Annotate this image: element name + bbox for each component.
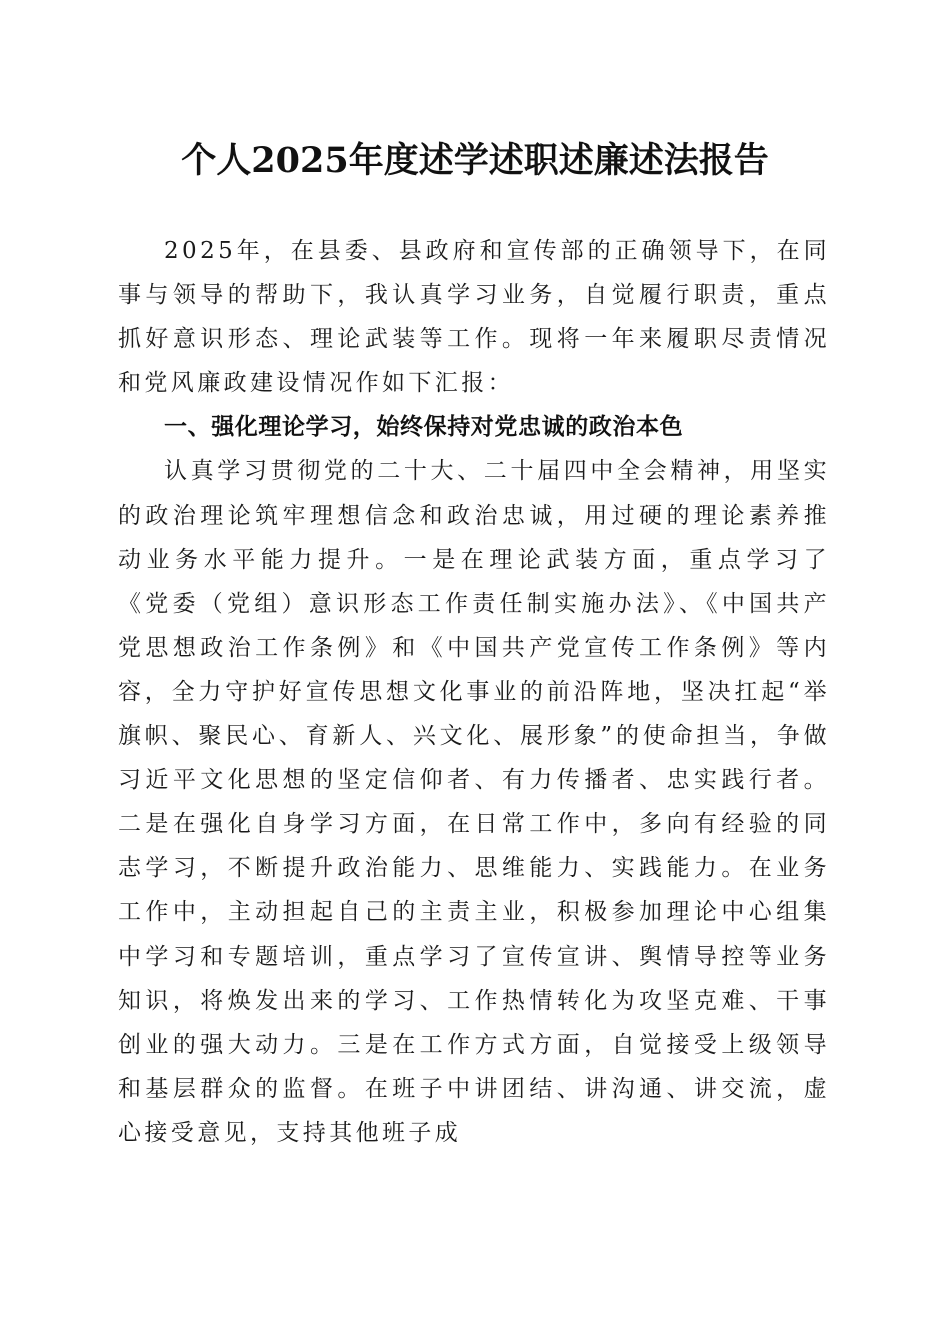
document-title: 个人2025年度述学述职述廉述法报告 <box>181 140 769 181</box>
document-body <box>118 229 830 1155</box>
section-heading: 一、强化理论学习，始终保持对党忠诚的政治本色 <box>164 414 684 441</box>
intro-paragraph: 2025年，在县委、县政府和宣传部的正确领导下，在同事与领导的帮助下，我认真学习业务，自觉履行职责，重点抓好意识形态、理论武装等工作。现将一年来履职尽责情况和党风廉政建设情况作如下汇报： <box>118 238 830 397</box>
section-paragraph: 认真学习贯彻党的二十大、二十届四中全会精神，用坚实的政治理论筑牢理想信念和政治忠诚，用过硬的理论素养推动业务水平能力提升。一是在理论武装方面，重点学习了《党委（党组）意识形态工作责任制实施办法》、《中国共产党思想政治工作条例》和《中国共产党宣传工作条例》等内容，全力守护好宣传思想文化事业的前沿阵地，坚决扛起“举旗帜、聚民心、育新人、兴文化、展形象”的使命担当，争做习近平文化思想的坚定信仰者、有力传播者、忠实践行者。二是在强化自身学习方面，在日常工作中，多向有经验的同志学习，不断提升政治能力、思维能力、实践能力。在业务工作中，主动担起自己的主责主业，积极参加理论中心组集中学习和专题培训，重点学习了宣传宣讲、舆情导控等业务知识，将焕发出来的学习、工作热情转化为攻坚克难、干事创业的强大动力。三是在工作方式方面，自觉接受上级领导和基层群众的监督。在班子中讲团结、讲沟通、讲交流，虚心接受意见，支持其他班子成 <box>118 458 830 1146</box>
